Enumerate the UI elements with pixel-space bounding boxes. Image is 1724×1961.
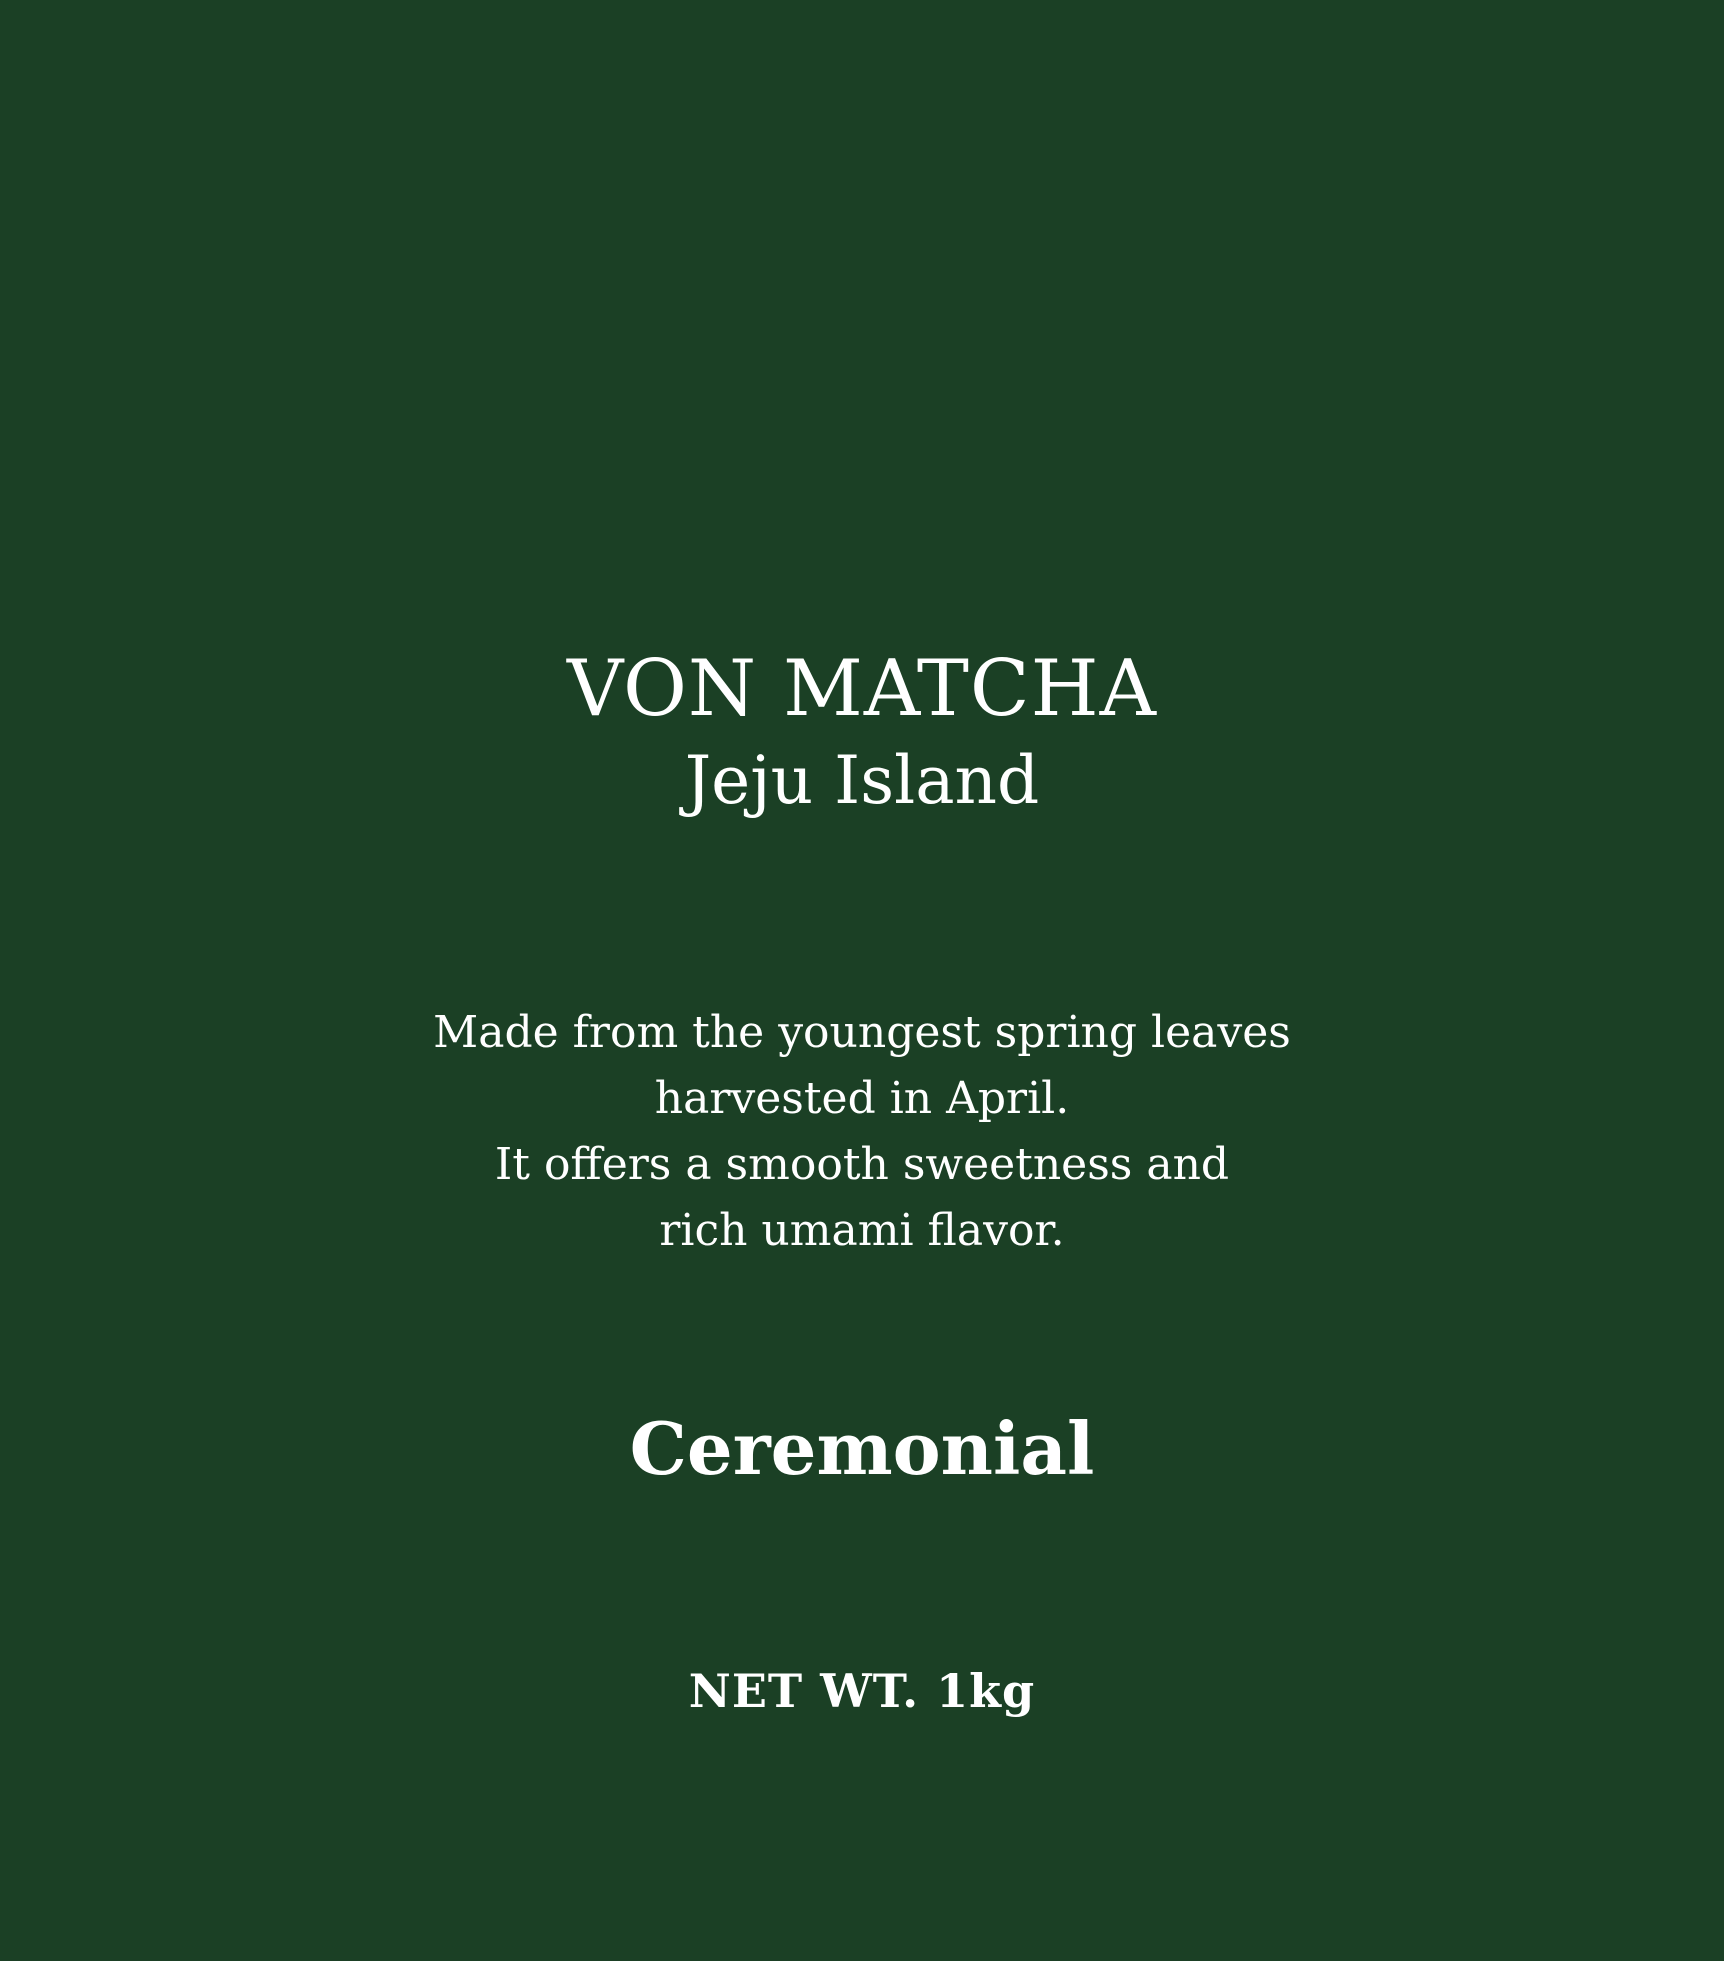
description-line: Made from the youngest spring leaves — [433, 1007, 1291, 1058]
brand-name: VON MATCHA — [567, 644, 1157, 734]
product-description — [0, 1000, 1724, 1264]
grade-label: Ceremonial — [629, 1406, 1095, 1491]
origin-name: Jeju Island — [684, 742, 1040, 819]
description-line: It offers a smooth sweetness and — [494, 1139, 1230, 1190]
net-weight: NET WT. 1kg — [688, 1664, 1036, 1718]
description-line: harvested in April. — [654, 1073, 1070, 1124]
description-line: rich umami flavor. — [659, 1205, 1065, 1256]
